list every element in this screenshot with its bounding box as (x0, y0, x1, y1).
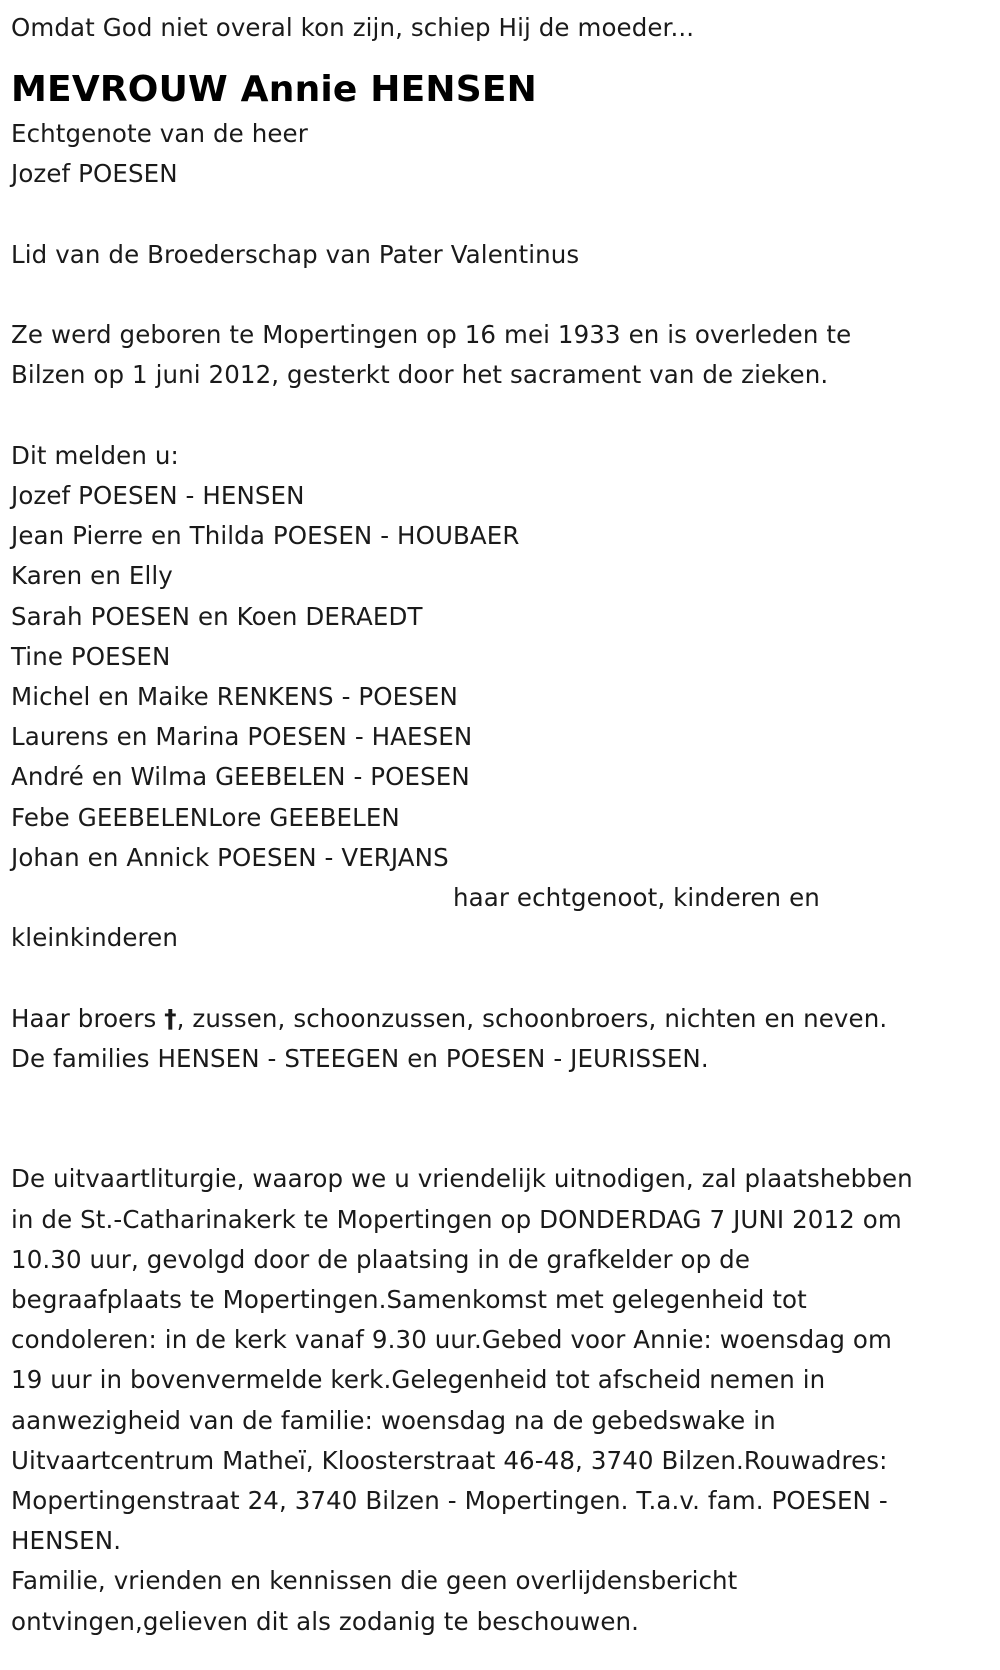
announcers-signature-line-1: haar echtgenoot, kinderen en (453, 883, 820, 913)
deceased-name-heading: MEVROUW Annie HENSEN (11, 69, 537, 111)
funeral-line: De uitvaartliturgie, waarop we u vriendelijk uitnodigen, zal plaatshebben (11, 1164, 913, 1194)
funeral-line: 19 uur in bovenvermelde kerk.Gelegenheid tot afscheid nemen in (11, 1365, 826, 1395)
birth-death-line-1: Ze werd geboren te Mopertingen op 16 mei 1933 en is overleden te (11, 320, 852, 350)
funeral-line: Familie, vrienden en kennissen die geen overlijdensbericht (11, 1566, 738, 1596)
extended-family-line-1 (11, 999, 986, 1039)
funeral-line: 10.30 uur, gevolgd door de plaatsing in de grafkelder op de (11, 1244, 751, 1274)
spouse-line-1: Echtgenote van de heer (11, 119, 308, 149)
announcer-name: Michel en Maike RENKENS - POESEN (11, 682, 458, 711)
announcers-signature-line-2: kleinkinderen (11, 923, 178, 953)
funeral-line: HENSEN. (11, 1526, 122, 1556)
announcer-name: André en Wilma GEEBELEN - POESEN (11, 762, 470, 792)
announcer-name: Johan en Annick POESEN - VERJANS (11, 842, 449, 872)
opening-quote: Omdat God niet overal kon zijn, schiep Hij de moeder... (11, 13, 695, 42)
cross-icon: † (164, 1003, 177, 1033)
funeral-line: aanwezigheid van de familie: woensdag na de gebedswake in (11, 1405, 776, 1435)
announcer-name: Jean Pierre en Thilda POESEN - HOUBAER (11, 521, 520, 551)
announcer-name: Tine POESEN (11, 641, 171, 671)
funeral-line: Uitvaartcentrum Matheï, Kloosterstraat 46-48, 3740 Bilzen.Rouwadres: (11, 1445, 888, 1475)
extended-family-line-2: De families HENSEN - STEEGEN en POESEN - JEURISSEN. (11, 1043, 709, 1073)
spacer (11, 195, 986, 235)
spouse-line-2: Jozef POESEN (11, 159, 178, 189)
spacer (11, 958, 986, 998)
extended-family-text: Haar broers (11, 1003, 165, 1033)
announcer-name: Jozef POESEN - HENSEN (11, 480, 305, 510)
announcers-list (11, 476, 986, 878)
funeral-line: ontvingen,gelieven dit als zodanig te beschouwen. (11, 1606, 640, 1636)
birth-death-line-2: Bilzen op 1 juni 2012, gesterkt door het sacrament van de zieken. (11, 360, 829, 390)
announcer-name: Febe GEEBELENLore GEEBELEN (11, 802, 400, 832)
extended-family-text: , zussen, schoonzussen, schoonbroers, nichten en neven. (176, 1003, 888, 1033)
spacer (11, 1079, 986, 1159)
funeral-line: Mopertingenstraat 24, 3740 Bilzen - Mopertingen. T.a.v. fam. POESEN - (11, 1486, 888, 1516)
funeral-line: condoleren: in de kerk vanaf 9.30 uur.Gebed voor Annie: woensdag om (11, 1325, 892, 1355)
obituary-document (11, 8, 986, 1642)
funeral-line: in de St.-Catharinakerk te Mopertingen op DONDERDAG 7 JUNI 2012 om (11, 1204, 902, 1234)
announcers-intro: Dit melden u: (11, 440, 179, 470)
announcer-name: Karen en Elly (11, 561, 173, 591)
funeral-line: begraafplaats te Mopertingen.Samenkomst met gelegenheid tot (11, 1285, 807, 1315)
announcer-name: Laurens en Marina POESEN - HAESEN (11, 722, 473, 752)
spacer (11, 396, 986, 436)
spacer (11, 275, 986, 315)
announcer-name: Sarah POESEN en Koen DERAEDT (11, 601, 423, 631)
funeral-details (11, 1159, 986, 1641)
membership-line: Lid van de Broederschap van Pater Valentinus (11, 239, 580, 269)
